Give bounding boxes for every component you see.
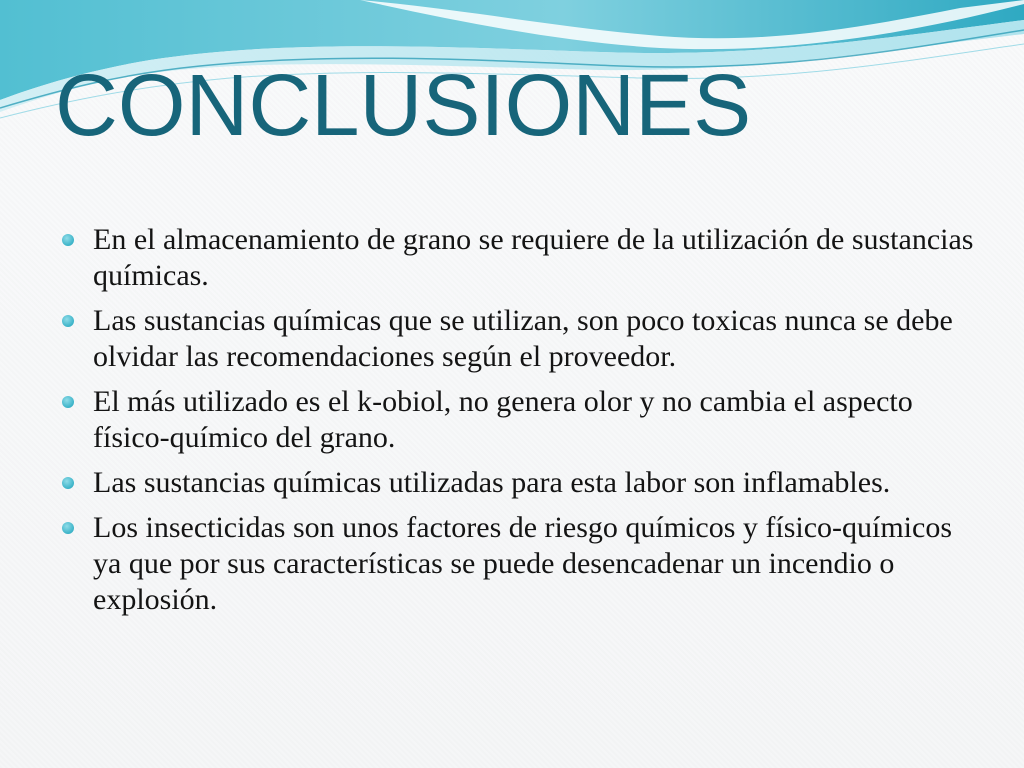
round-bullet-icon — [62, 396, 74, 408]
list-item — [62, 303, 982, 375]
bullet-text: Los insecticidas son unos factores de riesgo químicos y físico-químicos ya que por sus características se puede desencadenar un incendio o explosión. — [93, 511, 952, 616]
bullet-text: En el almacenamiento de grano se requiere de la utilización de sustancias químicas. — [93, 223, 974, 292]
list-item — [62, 384, 982, 456]
round-bullet-icon — [62, 234, 74, 246]
bullet-text: Las sustancias químicas utilizadas para esta labor son inflamables. — [93, 466, 891, 499]
bullet-text: Las sustancias químicas que se utilizan, son poco toxicas nunca se debe olvidar las recomendaciones según el proveedor. — [93, 304, 953, 373]
bullet-list — [62, 222, 982, 627]
round-bullet-icon — [62, 522, 74, 534]
round-bullet-icon — [62, 315, 74, 327]
list-item — [62, 510, 982, 618]
list-item — [62, 465, 982, 501]
bullet-text: El más utilizado es el k-obiol, no genera olor y no cambia el aspecto físico-químico del grano. — [93, 385, 913, 454]
slide-title: CONCLUSIONES — [55, 57, 752, 154]
round-bullet-icon — [62, 477, 74, 489]
list-item — [62, 222, 982, 294]
